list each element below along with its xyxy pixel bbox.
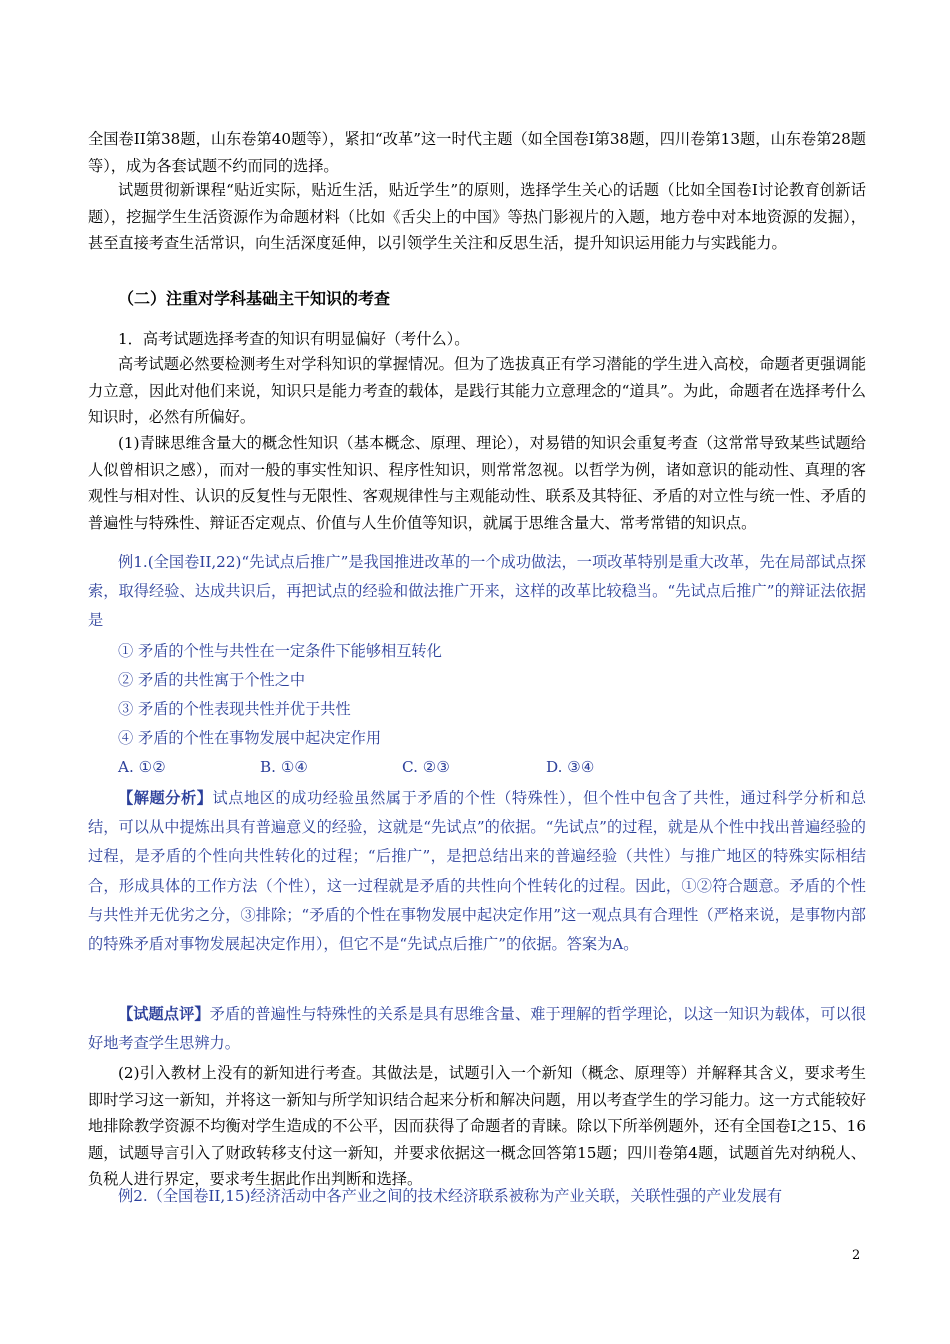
example-1-question: 例1.(全国卷II,22)“先试点后推广”是我国推进改革的一个成功做法，一项改革特别是重大改革，先在局部试点探索，取得经验、达成共识后，再把试点的经验和做法推广开来，这样的改革比较稳当。“先试点后推广”的辩证法依据是: [88, 553, 866, 630]
example-1-option-1: ① 矛盾的个性与共性在一定条件下能够相互转化: [118, 642, 442, 660]
analysis-tag: 【解题分析】: [118, 789, 213, 807]
section-heading: （二）注重对学科基础主干知识的考查: [118, 289, 391, 308]
example-2-question: 例2.（全国卷II,15)经济活动中各产业之间的技术经济联系被称为产业关联，关联性强的产业发展有: [118, 1187, 783, 1205]
paragraph-continuation: 全国卷II第38题，山东卷第40题等），紧扣“改革”这一时代主题（如全国卷I第38题，四川卷第13题，山东卷第28题等），成为各套试题不约而同的选择。: [88, 130, 866, 175]
comment-text: 矛盾的普遍性与特殊性的关系是具有思维含量、难于理解的哲学理论，以这一知识为载体，可以很好地考查学生思辨力。: [88, 1005, 867, 1053]
paragraph-knowledge-preference: 1．高考试题选择考查的知识有明显偏好（考什么）。: [118, 330, 470, 348]
example-1-analysis: [88, 784, 866, 959]
example-1-option-4: ④ 矛盾的个性在事物发展中起决定作用: [118, 729, 382, 747]
paragraph-new-knowledge: (2)引入教材上没有的新知进行考查。其做法是，试题引入一个新知（概念、原理等）并解释其含义，要求考生即时学习这一新知，并将这一新知与所学知识结合起来分析和解决问题，用以考查学生的学习能力。这一方式能较好地排除教学资源不均衡对学生造成的不公平，因而获得了命题者的青睐。除以下所举例题外，还有全国卷I之15、16题，试题导言引入了财政转移支付这一新知，并要求依据这一概念回答第15题；四川卷第4题，试题首先对纳税人、负税人进行界定，要求考生据此作出判断和选择。: [88, 1064, 866, 1188]
example-1-choice-b: B. ①④: [260, 758, 309, 776]
page-number: 2: [852, 1248, 861, 1263]
analysis-text: 试点地区的成功经验虽然属于矛盾的个性（特殊性），但个性中包含了共性，通过科学分析和总结，可以从中提炼出具有普遍意义的经验，这就是“先试点”的依据。“先试点”的过程，就是从个性中找出普遍经验的过程，是矛盾的个性向共性转化的过程；“后推广”，是把总结出来的普遍经验（共性）与推广地区的特殊实际相结合，形成具体的工作方法（个性），这一过程就是矛盾的共性向个性转化的过程。因此，①②符合题意。矛盾的个性与共性并无优劣之分，③排除；“矛盾的个性在事物发展中起决定作用”这一观点具有合理性（严格来说，是事物内部的特殊矛盾对事物发展起决定作用），但它不是“先试点后推广”的依据。答案为A。: [88, 789, 867, 954]
example-1-option-3: ③ 矛盾的个性表现共性并优于共性: [118, 700, 351, 718]
example-1-choice-a: A. ①②: [118, 758, 166, 776]
comment-tag: 【试题点评】: [118, 1005, 210, 1023]
paragraph-curriculum-principle: 试题贯彻新课程“贴近实际，贴近生活，贴近学生”的原则，选择学生关心的话题（比如全国卷I讨论教育创新话题），挖掘学生生活资源作为命题材料（比如《舌尖上的中国》等热门影视片的入题，地方卷中对本地资源的发掘），甚至直接考查生活常识，向生活深度延伸，以引领学生关注和反思生活，提升知识运用能力与实践能力。: [88, 181, 866, 252]
example-1-choice-d: D. ③④: [546, 758, 595, 776]
paragraph-conceptual-knowledge: (1)青睐思维含量大的概念性知识（基本概念、原理、理论），对易错的知识会重复考查（这常常导致某些试题给人似曾相识之感），而对一般的事实性知识、程序性知识，则常常忽视。以哲学为例，诸如意识的能动性、真理的客观性与相对性、认识的反复性与无限性、客观规律性与主观能动性、联系及其特征、矛盾的对立性与统一性、矛盾的普遍性与特殊性、辩证否定观点、价值与人生价值等知识，就属于思维含量大、常考常错的知识点。: [88, 434, 866, 532]
example-1-option-2: ② 矛盾的共性寓于个性之中: [118, 671, 306, 689]
example-1-choice-c: C. ②③: [402, 758, 450, 776]
example-1-comment: [88, 1000, 866, 1058]
paragraph-exam-purpose: 高考试题必然要检测考生对学科知识的掌握情况。但为了选拔真正有学习潜能的学生进入高校，命题者更强调能力立意，因此对他们来说，知识只是能力考查的载体，是践行其能力立意理念的“道具”。为此，命题者在选择考什么知识时，必然有所偏好。: [88, 355, 866, 426]
